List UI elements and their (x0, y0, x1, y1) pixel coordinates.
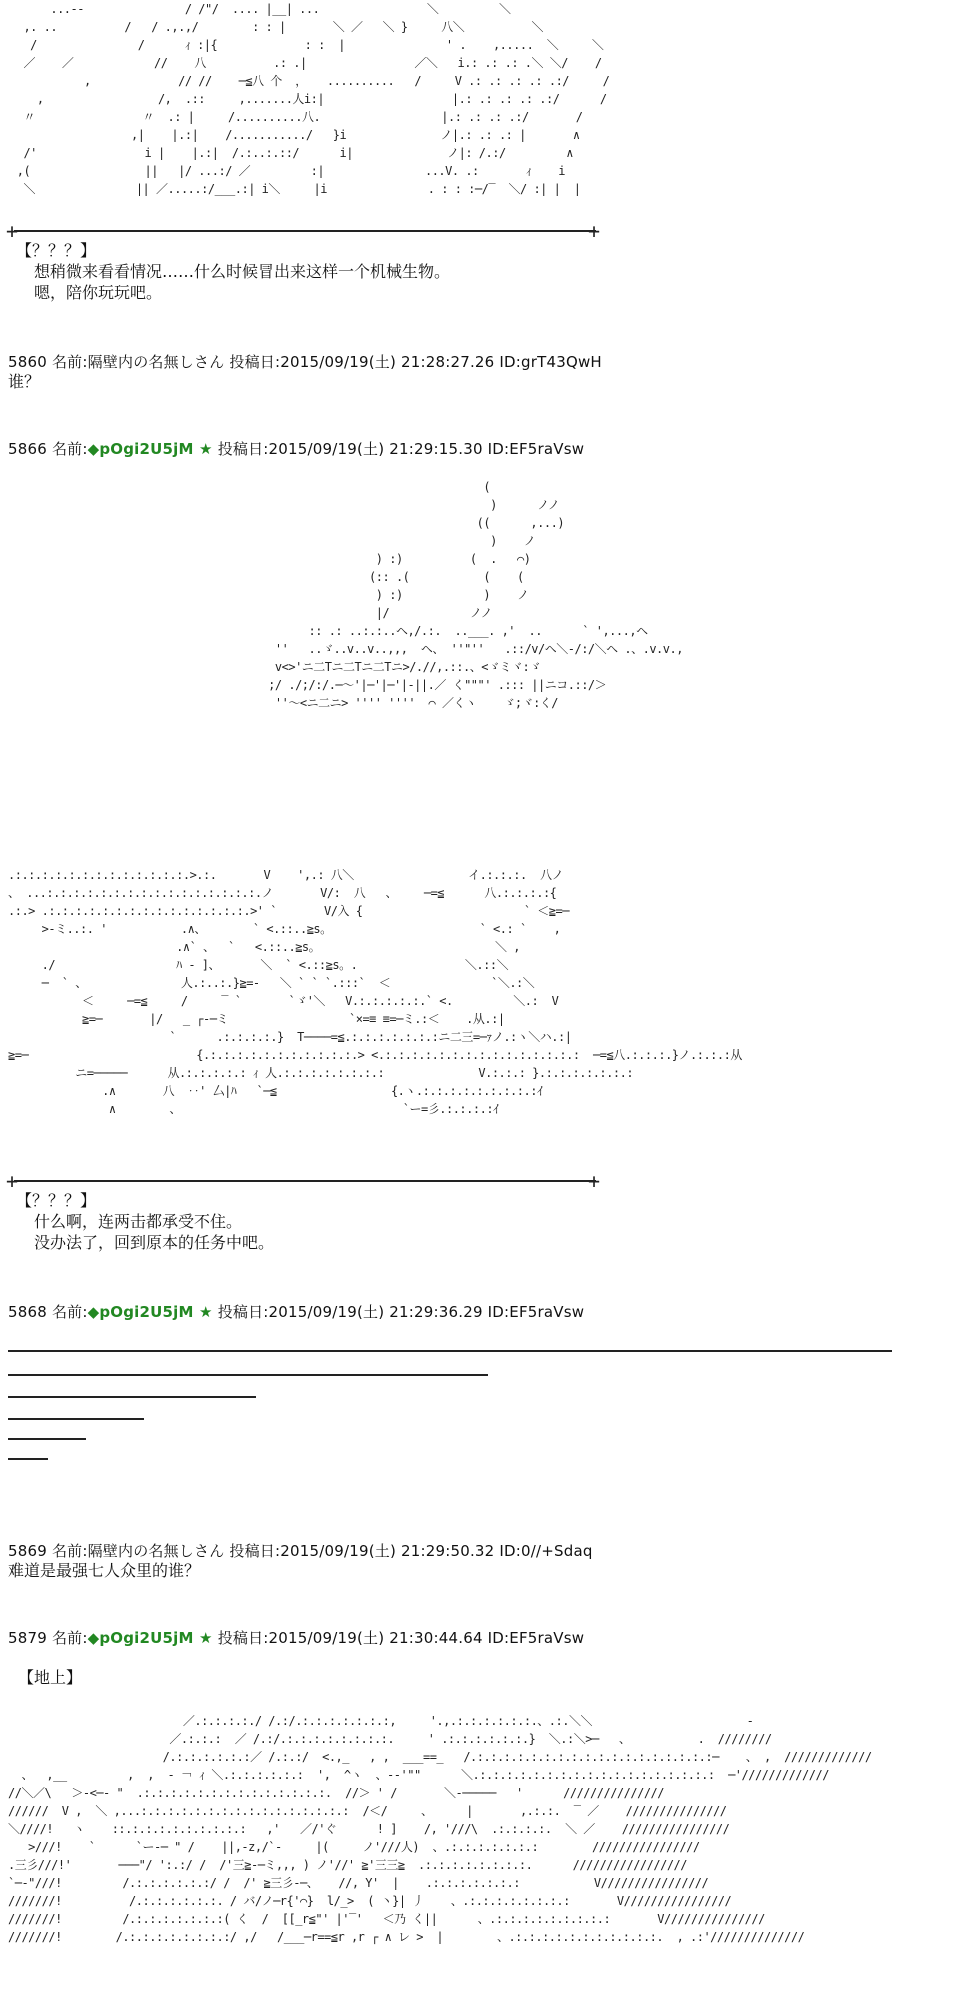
poster-trip[interactable]: ◆pOgi2U5jM ★ (87, 1629, 213, 1647)
post-header (8, 1540, 593, 1561)
date-label: 投稿日: (229, 353, 281, 371)
post-id[interactable]: ID:EF5raVsw (487, 1303, 585, 1321)
divider-cross-left: + (6, 219, 19, 243)
post-number: 5879 (8, 1629, 47, 1647)
transition-line (8, 1374, 488, 1376)
transition-line (8, 1350, 892, 1352)
post-date: 2015/09/19(土) 21:29:15.30 (268, 440, 483, 458)
speech-block-middle (16, 1190, 274, 1253)
speaker-label: 【？？？】 (16, 241, 97, 260)
date-label: 投稿日: (217, 440, 269, 458)
speaker-label: 【？？？】 (16, 1191, 97, 1210)
name-label: 名前: (51, 1303, 88, 1321)
name-label: 名前: (51, 440, 88, 458)
divider-cross-right: + (588, 1169, 601, 1193)
post-header (8, 351, 602, 372)
poster-trip[interactable]: ◆pOgi2U5jM ★ (87, 440, 213, 458)
post-date: 2015/09/19(土) 21:30:44.64 (268, 1629, 483, 1647)
post-number: 5869 (8, 1542, 47, 1560)
speech-line: 想稍微来看看情况……什么时候冒出来这样一个机械生物。 (34, 262, 451, 281)
post-id[interactable]: ID:EF5raVsw (487, 440, 585, 458)
post-number: 5868 (8, 1303, 47, 1321)
ascii-art-top: ...-- / /"/ .... |__| ... ＼ ＼ ,. .. / / .,.,/ : : | ＼ ／ ＼ } 八＼ ＼ / / ｨ :|{ : : | ' . ,..... ＼ ＼ ／ ／ // 八 .: .| ／＼ i.: .: .: .＼ ＼/ / , // // ─≦八 个 ， .......... / V .: .: .: .: .:/ / , /, .:: ,.......人i:| |.: .: .: .: .:/ / 〃 〃 .: | /..........八. |.: .: .: .:/ / ,| |.:| /.........../ }i ノ|.: .: .: | ∧ /' i | |.:| /.:..:.::/ i| ノ|: /.:/ ∧ ,( || |/ ...:/ ／ :| ...V. .: ｨ i ＼ || ／.....:/___.:| i＼ |i . : : :─/‾ ＼/ :| | | (16, 2, 610, 196)
transition-line (8, 1458, 48, 1460)
transition-line (8, 1418, 144, 1420)
poster-trip[interactable]: ◆pOgi2U5jM ★ (87, 1303, 213, 1321)
divider-top (14, 230, 596, 232)
ascii-art-ground: ／.:.:.:.:./ /.:/.:.:.:.:.:.:.:, '.,.:.:.:.:.:.:.、.:.＼＼ - ／.:.:.: ／ /.:/.:.:.:.:.:.:.:.:. ' .:.:.:.:.:.:.} ＼.:＼>─ 、 . //////// /.:.:.:.:.:.:／ /.:.:/ <.,_ , , ___==_ /.:.:.:.:.:.:.:.:.:.:.:.:.:.:.:.:.:.:─ 、 , ///////////// 、 ,__ , , ‐ ￢ ｨ ＼.:.:.:.:.:.: ', ^ヽ 、-‐'"" ＼.:.:.:.:.:.:.:.:.:.:.:.:.:.:.:.:.:.: ─'///////////// //＼／\ ＞-<─‐ " .:.:.:.:.:.:.:.:.:.:.:.:.:.:. //＞ ' / ＼‐───── ' /////////////// ////// V , ＼ ,...:.:.:.:.:.:.:.:.:.:.:.:.:.:.:.: /＜/ 、 | ,.:.:. ‾ ／ /////////////// ＼////! ヽ ::.:.:.:.:.:.:.:.:.: ,' ／/'ぐ ! ] /, '///\ .:.:.:.:. ＼ ／ //////////////// >///! ` `ー‐─ " / ||,-z,/`- |( ノ'///人) 、.:.:.:.:.:.:.: //////////////// .三彡///!' ───"/ ':.:/ / /'三≧‐─ミ,,, ) ノ'//' ≧'三三≧ .:.:.:.:.:.:.:.:. ///////////////// `─-"///! /.:.:.:.:.:.:/ / /' ≧三彡-─、 //, Y' | .:.:.:.:.:.:.: V//////////////// ///////! /.:.:.:.:.:.:. / バ/ノ─r{'⌒} l/_> ( 丶}| 丿 、.:.:.:.:.:.:.:.: V//////////////// ///////! /.:.:.:.:.:.:.:( く / [[_r≦"' |'‾' ＜乃 く|| 、.:.:.:.:.:.:.:.:.: V/////////////// ///////! /.:.:.:.:.:.:.:.:/ ,/ /___─r==≦r ,r ┌ ∧ レ > | 、.:.:.:.:.:.:.:.:.:.:.:. , .:'////////////// (8, 1714, 872, 1944)
post-body: 难道是最强七人众里的谁？ (8, 1561, 201, 1580)
date-label: 投稿日: (229, 1542, 281, 1560)
ascii-art-smoke: ( ) ノノ (( ,...) ) ノ ) :) ( . ⌒) (:: .( ( ( ) :) ) ノ |/ ノノ :: .: ..:.:..ヘ,/.:. ..___. ,' .. ` ',...,ヘ '' ..ゞ..v..v..,,, ヘ、 ''"'' .::/v/ヘ＼-/:/＼ヘ .、.v.v., v<>'ニ二Tニ二Tニ二Tニ>/.//,.::.、<ゞミヾ:ゞ ;/ ./;/:/.─〜'|─'|─'|-||.／ く"""' .::: ||ニコ.::/＞ ''〜<ニ二ニ> '''' '''' ⌒ ／くヽ ゞ;ヾ:く/ (268, 480, 683, 710)
speech-line: 什么啊，连两击都承受不住。 (34, 1212, 243, 1231)
name-label: 名前: (51, 353, 88, 371)
post-number: 5866 (8, 440, 47, 458)
post-date: 2015/09/19(土) 21:29:36.29 (268, 1303, 483, 1321)
post-id[interactable]: ID:EF5raVsw (487, 1629, 585, 1647)
transition-line (8, 1438, 86, 1440)
poster-name[interactable]: 隔壁内の名無しさん (87, 1542, 225, 1560)
name-label: 名前: (51, 1629, 88, 1647)
post-date: 2015/09/19(土) 21:29:50.32 (280, 1542, 495, 1560)
post-header (8, 1301, 584, 1322)
post-body: 谁？ (8, 372, 41, 391)
divider-middle (14, 1180, 596, 1182)
ascii-art-battle: .:.:.:.:.:.:.:.:.:.:.:.:.:.>.:. V ',.: 八＼ イ.:.:.:. 八ノ 、 ...:.:.:.:.:.:.:.:.:.:.:.:.:.:.:.:.ノ V/: 八 、 ─=≦ 八.:.:.:.:{ .:.> .:.:.:.:.:.:.:.:.:.:.:.:.:.:.:.>' ` V/入 { ` ＜≧=─ >-ミ..:. ' .∧、 ` <.::..≧s。 ` <.: ` , .∧` 、 ` <.::..≧s。 ＼ , ./ ﾊ - ]、 ＼ ` <.::≧s。. ＼.::＼ ─ ` 、 人.:..:.}≧=- ＼ ` ` `.:::` ＜ `＼.:＼ ＜ ─=≦ / ‾ ` `ゞ'＼ V.:.:.:.:.:.` <. ＼.: V ≧=─ |/ _ ┌-─ミ `×=≡ ≡=─ミ.:＜ .从.:| ` .:.:.:.:.} T────=≦.:.:.:.:.:.:.:ニ二三=─ｧノ.:ヽ＼ハ.:| ≧=─ {.:.:.:.:.:.:.:.:.:.:.:.> <.:.:.:.:.:.:.:.:.:.:.:.:.:.:.: ─=≦八.:.:.:.}ノ.:.:.:从 ニ=───── 从.:.:.:.:.: ｨ 人.:.:.:.:.:.:.:.: V.:.:.: }.:.:.:.:.:.:.: .∧ 八 ‥' 厶|ﾊ `─≦ {.ヽ.:.:.:.:.:.:.:.:.:ｲ ∧ 、 `ー=彡.:.:.:.:ｲ (8, 868, 742, 1116)
date-label: 投稿日: (217, 1303, 269, 1321)
transition-line (8, 1396, 256, 1398)
name-label: 名前: (51, 1542, 88, 1560)
post-header (8, 1627, 584, 1648)
post-number: 5860 (8, 353, 47, 371)
poster-name[interactable]: 隔壁内の名無しさん (87, 353, 225, 371)
speech-line: 没办法了，回到原本的任务中吧。 (34, 1233, 275, 1252)
divider-cross-right: + (588, 219, 601, 243)
post-date: 2015/09/19(土) 21:28:27.26 (280, 353, 495, 371)
speech-line: 嗯，陪你玩玩吧。 (34, 283, 163, 302)
post-header (8, 438, 584, 459)
speech-block-top (16, 240, 450, 303)
post-id[interactable]: ID:grT43QwH (499, 353, 602, 371)
post-id[interactable]: ID:0//+Sdaq (499, 1542, 593, 1560)
divider-cross-left: + (6, 1169, 19, 1193)
date-label: 投稿日: (217, 1629, 269, 1647)
post-body: 【地上】 (18, 1668, 83, 1687)
